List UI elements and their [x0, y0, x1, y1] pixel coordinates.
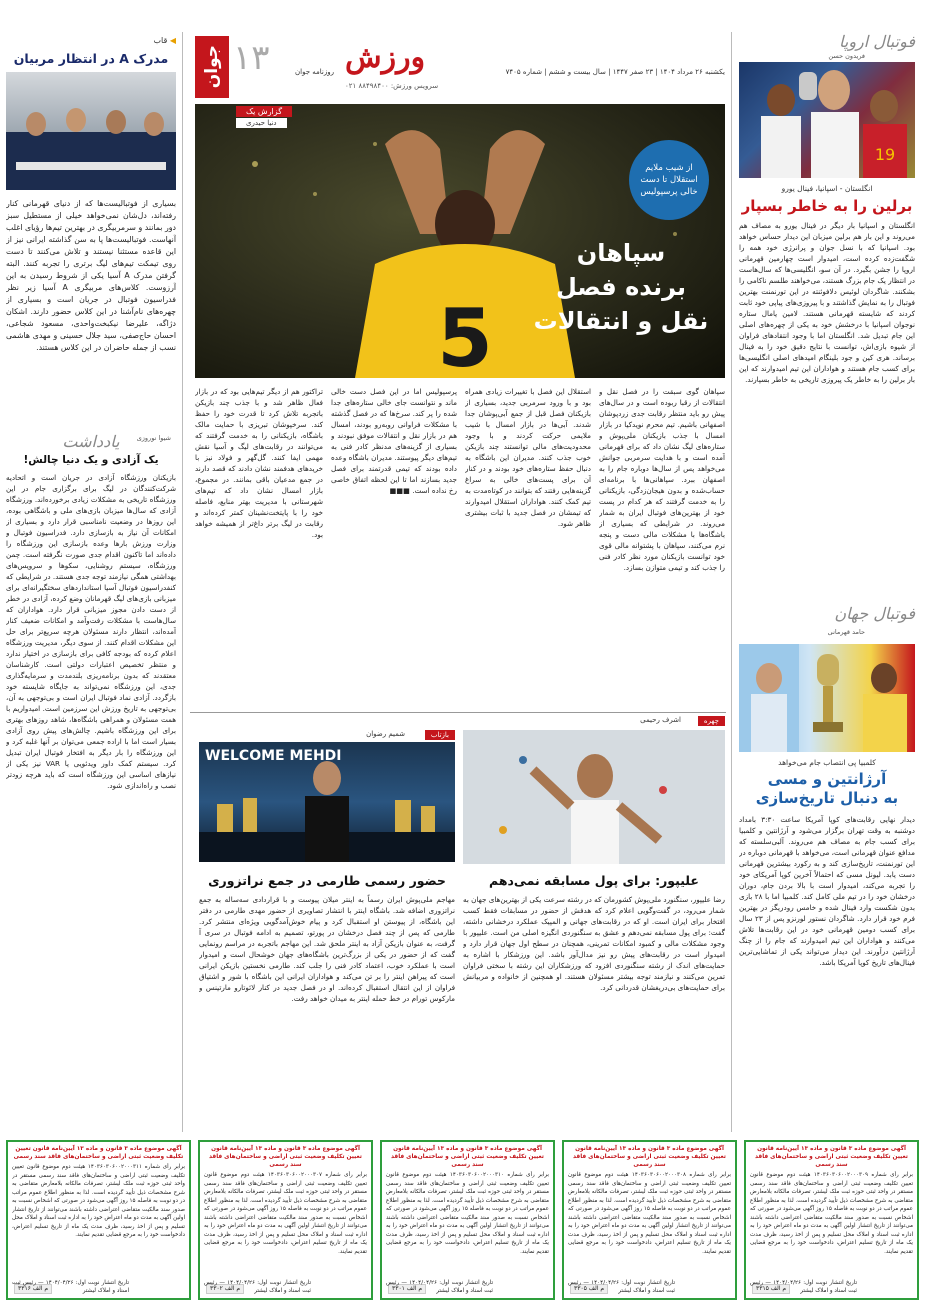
climb-tag: چهره: [698, 716, 725, 726]
ad-3-foot: تاریخ انتشار نوبت اول: ۱۴۰۴/۰۴/۲۶ — رئیس ثبت اسناد و املاک لیشتر: [386, 1280, 493, 1294]
climber-image: [463, 730, 725, 864]
frame-icon: ◀: [169, 36, 176, 45]
frame-label: [154, 36, 177, 45]
world-author: حامد قهرمانی: [827, 628, 865, 636]
frame-headline: مدرک A در انتظار مربیان: [13, 51, 169, 66]
europe-section-title: فوتبال اروپا: [838, 32, 915, 51]
note-body: بازیکنان ورزشگاه آزادی در جریان است و اتحادیه شرکت‌کنندگان در لیگ برای برگزاری جام در این ورزشگاه تاریخی به مشکلات زیادی برخورده‌اند. ورزشگاه آزادی که سال‌ها میزبان بازی‌های ملی و باشگاهی بوده، این روزها در وضعیت نامناسبی قرار دارد و بسیاری از امکانات آن نیاز به بازسازی دارد. فدراسیون فوتبال و وزارت ورزش بارها وعده بازسازی این ورزشگاه را داده‌اند اما تاکنون اقدام جدی صورت نگرفته است. چمن ورزشگاه، سیستم روشنایی، سکوها و سرویس‌های بهداشتی همگی نیازمند توجه جدی هستند. در شرایطی که کنفدراسیون فوتبال آسیا استانداردهای سختگیرانه‌ای برای میزبانی بازی‌های لیگ قهرمانان وضع کرده، آزادی در خطر از دست دادن مجوز میزبانی قرار دارد. هواداران که سال‌هاست با مشکلات رفت‌وآمد و امکانات ضعیف کنار آمده‌اند، انتظار دارند مسئولان هرچه سریع‌تر برای حل این مشکلات اقدام کنند. از سوی دیگر، مدیریت ورزشگاه اعلام کرده که بودجه کافی برای بازسازی در اختیار ندارد و منتظر تخصیص اعتبارات دولتی است. کارشناسان معتقدند که بدون برنامه‌ریزی بلندمدت و سرمایه‌گذاری جدی، این ورزشگاه نمی‌تواند به جایگاه شایسته خود بازگردد. آزادی نماد فوتبال ایران است و بی‌توجهی به آن، بی‌توجهی به تاریخ ورزش این سرزمین است. امیدواریم با همت مسئولان و همراهی باشگاه‌ها، شاهد روزهای بهتری برای این ورزشگاه باشیم. چالش‌های پیش روی آزادی بسیار است اما با اراده جمعی می‌توان بر آنها غلبه کرد و این ورزشگاه را بار دیگر به افتخار فوتبال ایران تبدیل کرد. سیستم کمک داور ویدئویی یا VAR نیز یکی از نیازهای اساسی این ورزشگاه است که باید هرچه زودتر نصب و راه‌اندازی شود.: [6, 473, 176, 790]
masthead-logo: [195, 36, 229, 98]
legal-ad-1: [744, 1140, 919, 1300]
svg-text:5: 5: [437, 292, 493, 378]
taremi-tag: بازتاب: [425, 730, 455, 740]
europe-kicker: انگلستان - اسپانیا، فینال یورو: [781, 184, 873, 193]
europe-players-image: [739, 62, 915, 178]
climb-headline: علیپور: برای پول مسابقه نمی‌دهم: [489, 873, 699, 888]
date-text: یکشنبه ۲۶ مرداد ۱۴۰۴ | ۲۳ صفر ۱۴۴۷ | سال بیست و ششم | شماره ۷۴۰۵: [505, 68, 725, 76]
frame-photo: [6, 72, 176, 190]
legal-ad-2: [562, 1140, 737, 1300]
world-headline-2: به دنبال تاریخ‌سازی: [755, 789, 899, 807]
section-title: ورزش: [345, 40, 426, 75]
service-line: سرویس ورزش: ۸۸۴۹۸۴۰۰ ۰۲۱: [345, 82, 439, 90]
ad-5-num: م الف ۳۳۱۶: [14, 1284, 52, 1295]
date-line: [506, 68, 725, 76]
lead-col-2: استقلال این فصل با تغییرات زیادی همراه بود و با ورود سرمربی جدید، بسیاری از بازیکنان فصل قبل از جمع آبی‌پوشان جدا شدند. آبی‌ها در بازار امسال با شیب ملایمی حرکت کردند و با وجود محدودیت‌های مالی توانستند چند بازیکن خوب جذب کنند. مدیران این باشگاه به دنبال حفظ ستاره‌های خود بودند و در کنار آن برای پست‌های خالی به سراغ گزینه‌هایی رفتند که بتوانند در کوتاه‌مدت به تیم کمک کنند. هواداران استقلال امیدوارند که تیمشان در فصل جدید با ثبات بیشتری ظاهر شود.: [465, 387, 591, 528]
report-label-text: گزارش یک: [246, 107, 283, 116]
world-cup-image: [739, 644, 915, 752]
world-photo: [739, 644, 915, 752]
frame-label-text: قاب: [153, 36, 168, 45]
ad-1-body: برابر رأی شماره ۱۴۰۳۶۰۳۰۶۰۰۲۰۰۰۳۰۹ هیئت دوم موضوع قانون تعیین تکلیف وضعیت ثبتی اراضی و ساختمان‌های فاقد سند رسمی مستقر در واحد ثبتی حوزه ثبت ملک لیشتر، تصرفات مالکانه بلامعارض متقاضی به شرح مشخصات ذیل تأیید گردیده است. لذا به منظور اطلاع عموم مراتب در دو نوبت به فاصله ۱۵ روز آگهی می‌شود در صورتی که اشخاص نسبت به صدور سند مالکیت متقاضی اعتراضی داشته باشند می‌توانند از تاریخ انتشار اولین آگهی به مدت دو ماه اعتراض خود را به اداره ثبت اسناد و املاک محل تسلیم و پس از اخذ رسید، ظرف مدت یک ماه از تاریخ تسلیم اعتراض، دادخواست خود را به مرجع قضایی تقدیم نمایند.: [750, 1172, 913, 1255]
ad-2-head: آگهی موضوع ماده ۳ قانون و ماده ۱۳ آیین‌نامه قانون تعیین تکلیف وضعیت ثبتی اراضی و ساختمان‌های فاقد سند رسمی: [573, 1146, 726, 1168]
ad-2-foot: تاریخ انتشار نوبت اول: ۱۴۰۴/۰۴/۲۶ — رئیس ثبت اسناد و املاک لیشتر: [568, 1280, 675, 1294]
ad-3-body: برابر رأی شماره ۱۴۰۳۶۰۳۰۶۰۰۲۰۰۰۳۱۰ هیئت دوم موضوع قانون تعیین تکلیف وضعیت ثبتی اراضی و ساختمان‌های فاقد سند رسمی مستقر در واحد ثبتی حوزه ثبت ملک لیشتر، تصرفات مالکانه بلامعارض متقاضی به شرح مشخصات ذیل تأیید گردیده است. لذا به منظور اطلاع عموم مراتب در دو نوبت به فاصله ۱۵ روز آگهی می‌شود در صورتی که اشخاص نسبت به صدور سند مالکیت متقاضی اعتراضی داشته باشند می‌توانند از تاریخ انتشار اولین آگهی به مدت دو ماه اعتراض خود را به اداره ثبت اسناد و املاک محل تسلیم و پس از اخذ رسید، ظرف مدت یک ماه از تاریخ تسلیم اعتراض، دادخواست خود را به مرجع قضایی تقدیم نمایند.: [386, 1172, 549, 1255]
note-headline: یک آزادی و یک دنیا چالش!: [23, 454, 159, 466]
note-section-title: یادداشت: [62, 432, 120, 451]
frame-box: [6, 36, 176, 386]
lead-col-4: تراکتور هم از دیگر تیم‌هایی بود که در بازار فعال ظاهر شد و با جذب چند بازیکن باتجربه تلاش کرد تا قدرت خود را حفظ کند. سرخپوشان تبریزی با حمایت مالک باشگاه، بازیکنانی را به خدمت گرفتند که می‌توانند در رقابت‌های لیگ و آسیا نقش مهمی ایفا کنند. گل‌گهر و فولاد نیز با خریدهای هدفمند نشان دادند که قصد دارند در جمع مدعیان باقی بمانند. در مجموع، بازار امسال نشان داد که تیم‌های شهرستانی با مدیریت بهتر منابع، فاصله خود را با پایتخت‌نشینان کمتر کرده‌اند و رقابت در لیگ برتر داغ‌تر از همیشه خواهد بود.: [195, 387, 323, 539]
column-divider: [731, 32, 732, 1132]
lead-headline-3: نقل و انتقالات: [533, 307, 709, 335]
taremi-author: شمیم رضوان: [366, 730, 405, 738]
taremi-body: مهاجم ملی‌پوش ایران رسماً به اینتر میلان پیوست و با قراردادی سه‌ساله به جمع نراتزوری اضافه شد. باشگاه اینتر با انتشار تصاویری از حضور مهدی طارمی در دفتر این باشگاه، از پیوستن او استقبال کرد و پیام خوش‌آمدگویی ویژه‌ای منتشر کرد. طارمی که پس از چند فصل درخشان در پورتو، تصمیم به ادامه فوتبال در سری آ گرفت، به عنوان بازیکن آزاد به اینتر ملحق شد. این مهاجم باتجربه در مراسم رونمایی گفت که از حضور در یکی از بزرگ‌ترین باشگاه‌های جهان خوشحال است و امیدوار است با عملکرد خوب، اعتماد کادر فنی را جلب کند. طارمی نخستین بازیکن ایرانی است که پیراهن اینتر را بر تن می‌کند و هواداران ایرانی این باشگاه با شور و اشتیاق فراوان از این انتقال استقبال کرده‌اند. او در فصل جدید در کنار لائوتارو مارتینس و مارکوس تورام در خط حمله اینتر به میدان خواهد رفت.: [199, 895, 455, 1003]
taremi-wall-text: WELCOME MEHDI: [205, 748, 342, 764]
lead-headline-1: سپاهان: [576, 239, 666, 267]
legal-ad-5: [6, 1140, 191, 1300]
left-column-divider: [182, 32, 183, 1132]
note-author: شیوا نوروزی: [136, 434, 171, 442]
ad-4-foot: تاریخ انتشار نوبت اول: ۱۴۰۴/۰۴/۲۶ — رئیس ثبت اسناد و املاک لیشتر: [204, 1280, 311, 1294]
legal-ad-3: [380, 1140, 555, 1300]
climb-author: اشرف رحیمی: [640, 716, 681, 724]
europe-headline: برلین را به خاطر بسپار: [741, 197, 913, 215]
ad-5-foot: تاریخ انتشار نوبت اول: ۱۴۰۴/۰۴/۲۶ — رئیس ثبت اسناد و املاک لیشتر: [12, 1280, 129, 1294]
europe-body: انگلستان و اسپانیا بار دیگر در فینال یورو به مصاف هم می‌روند و این بار هم برلین میزبان این دیدار حساس خواهد بود. اسپانیا که با نسل جوان و پرانرژی خود همه را شگفت‌زده کرده است، امیدوار است چهارمین قهرمانی اروپا را جشن بگیرد. در آن سو، انگلیسی‌ها که سال‌هاست در انتظار یک جام بزرگ هستند، می‌خواهند طلسم ناکامی را بشکنند. شاگردان لوئیس دلافوئنته در این تورنمنت بهترین فوتبال را به نمایش گذاشتند و با پیروزی‌های پیاپی خود ثابت کردند که شایسته قهرمانی هستند. لامین یامال ستاره نوجوان اسپانیا با درخشش خود به یکی از چهره‌های اصلی این جام تبدیل شد. انگلستان اما با وجود انتقادهای فراوان از شیوه بازی‌اش، توانست با نتایج دقیق خود را به فینال برساند. هری کین و جود بلینگام امیدهای اصلی انگلیسی‌ها برای کسب جام هستند و هواداران این تیم امیدوارند که این بار برلین را به خاطر یک پیروزی تاریخی به خاطر بسپارند.: [739, 221, 915, 384]
taremi-headline: حضور رسمی طارمی در جمع نراتزوری: [208, 873, 446, 888]
lead-badge: [629, 140, 709, 220]
climb-body: رضا علیپور، سنگنورد ملی‌پوش کشورمان که در رشته سرعت یکی از بهترین‌های جهان به شمار می‌رود، در گفت‌وگویی اعلام کرد که هدفش از حضور در مسابقات فقط کسب افتخار برای ایران است. او که در رقابت‌های جهانی و المپیک عملکرد درخشانی داشته، گفت: برای پول مسابقه نمی‌دهم و عشق به سنگنوردی انگیزه اصلی من است. علیپور با وجود مشکلات مالی و کمبود امکانات تمرینی، همچنان در سطح اول جهان قرار دارد و امیدوار است در رقابت‌های پیش رو نیز مدال‌آور باشد. این ورزشکار با اشاره به حمایت‌های اندک از رشته سنگنوردی افزود که ورزشکاران این رشته با سختی فراوان تمرین می‌کنند و نیازمند توجه بیشتر مسئولان هستند. او همچنین از خانواده و مربیانش برای حمایت‌های بی‌دریغشان قدردانی کرد.: [463, 895, 725, 992]
world-body: دیدار نهایی رقابت‌های کوپا آمریکا ساعت ۳:۳۰ بامداد دوشنبه به وقت تهران برگزار می‌شود و آرژانتین و کلمبیا برای کسب جام به مصاف هم می‌روند. آلبی‌سلسته که مدافع عنوان قهرمانی است، می‌خواهد با قهرمانی دوباره در این تورنمنت، تاریخ‌سازی کند و به رکورد بیشترین قهرمانی دست یابد. لیونل مسی که احتمالاً آخرین کوپا آمریکای خود را تجربه می‌کند، امیدوار است با بالا بردن جام، دوران درخشان خود را در تیم ملی کامل کند. کلمبیا اما با ۲۸ بازی بدون شکست وارد فینال شده و خامس رودریگز در بهترین فرم خود قرار دارد. شاگردان نستور لورنزو پس از ۲۳ سال برای کسب دومین قهرمانی خود در این رقابت‌ها تلاش می‌کنند و هواداران این تیم امیدوارند که جام را از چنگ آرژانتین درآورند. این دیدار می‌تواند یکی از تماشایی‌ترین فینال‌های تاریخ کوپا آمریکا باشد.: [739, 815, 915, 967]
masthead: [195, 36, 725, 98]
europe-photo: [739, 62, 915, 178]
taremi-photo: [199, 742, 455, 862]
ad-3-head: آگهی موضوع ماده ۳ قانون و ماده ۱۳ آیین‌نامه قانون تعیین تکلیف وضعیت ثبتی اراضی و ساختمان‌های فاقد سند رسمی: [391, 1146, 544, 1168]
world-headline-1: آرژانتین و مسی: [767, 770, 887, 788]
ad-3-num: م الف ۳۳۰۱: [388, 1284, 426, 1295]
newspaper-name: روزنامه جوان: [295, 68, 334, 76]
world-section-label: [740, 604, 915, 624]
logo-text: جوان: [202, 45, 222, 89]
lead-author: دنیا حیدری: [236, 118, 287, 128]
europe-section-label: [740, 32, 915, 52]
ad-1-num: م الف ۳۳۱۵: [752, 1284, 790, 1295]
page-number: ۱۳: [233, 38, 270, 78]
lead-col-3: پرسپولیس اما در این فصل دست خالی ماند و نتوانست جای خالی ستاره‌های جدا شده را پر کند. سرخ‌ها که در فصل گذشته با مشکلات فراوانی روبه‌رو بودند، امسال هم در بازار نقل و انتقالات موفق نبودند و بسیاری از گزینه‌های مدنظر کادر فنی به تیم‌های دیگر پیوستند. مدیران باشگاه وعده داده بودند که تیمی قدرتمند برای فصل جدید بسازند اما تا این لحظه اتفاق خاصی رخ نداده است. ■■■: [331, 387, 457, 495]
lead-badge-text: از شیب ملایم استقلال تا دست خالی پرسپولیس: [640, 163, 698, 197]
ad-4-body: برابر رأی شماره ۱۴۰۳۶۰۳۰۶۰۰۲۰۰۰۳۰۷ هیئت دوم موضوع قانون تعیین تکلیف وضعیت ثبتی اراضی و ساختمان‌های فاقد سند رسمی مستقر در واحد ثبتی حوزه ثبت ملک لیشتر، تصرفات مالکانه بلامعارض متقاضی به شرح مشخصات ذیل تأیید گردیده است. لذا به منظور اطلاع عموم مراتب در دو نوبت به فاصله ۱۵ روز آگهی می‌شود در صورتی که اشخاص نسبت به صدور سند مالکیت متقاضی اعتراضی داشته باشند می‌توانند از تاریخ انتشار اولین آگهی به مدت دو ماه اعتراض خود را به اداره ثبت اسناد و املاک محل تسلیم و پس از اخذ رسید، ظرف مدت یک ماه از تاریخ تسلیم اعتراض، دادخواست خود را به مرجع قضایی تقدیم نمایند.: [204, 1172, 367, 1255]
frame-body: بسیاری از فوتبالیست‌ها که از دنیای قهرمانی کنار رفته‌اند، دل‌شان نمی‌خواهد خیلی از مستطیل سبز دور بمانند و سرمربیگری در بهترین تیم‌ها رؤیای اغلب آنهاست. فوتبالیست‌ها پا به سن گذاشته ایرانی نیز از این قاعده مستثنا نیستند و تلاش می‌کنند تا دست روی تیمکت تیم‌های لیگ برتری را تجربه کنند. البته گرفتن مدرک A آسیا یکی از شروط رسیدن به این آرزوست. کلاس‌های مربیگری A آسیا زیر نظر فدراسیون فوتبال در جریان است و بسیاری از چهره‌های نام‌آشنا در این کلاس حضور دارند. اشکان دژاگه، علیرضا نیکبخت‌واحدی، مسعود شجاعی، احسان حاج‌صفی، سید جلال حسینی و مهدی هاشمی نسب از جمله حاضران در این کلاس هستند.: [6, 199, 176, 352]
ad-2-num: م الف ۳۳۰۵: [570, 1284, 608, 1295]
ad-1-foot: تاریخ انتشار نوبت اول: ۱۴۰۴/۰۴/۲۶ — رئیس ثبت اسناد و املاک لیشتر: [750, 1280, 857, 1294]
climb-photo: [463, 730, 725, 864]
ad-4-num: م الف ۳۳۰۲: [206, 1284, 244, 1295]
ad-1-head: آگهی موضوع ماده ۳ قانون و ماده ۱۳ آیین‌نامه قانون تعیین تکلیف وضعیت ثبتی اراضی و ساختمان‌های فاقد سند رسمی: [755, 1146, 908, 1168]
ad-4-head: آگهی موضوع ماده ۳ قانون و ماده ۱۳ آیین‌نامه قانون تعیین تکلیف وضعیت ثبتی اراضی و ساختمان‌های فاقد سند رسمی: [209, 1146, 362, 1168]
world-section-title: فوتبال جهان: [834, 604, 915, 623]
svg-text:19: 19: [874, 145, 896, 164]
lead-headline: [531, 236, 711, 338]
legal-ad-4: [198, 1140, 373, 1300]
ad-5-body: برابر رأی شماره ۱۴۰۳۶۰۳۰۶۰۰۲۰۰۰۳۱۱ هیئت دوم موضوع قانون تعیین تکلیف وضعیت ثبتی اراضی و ساختمان‌های فاقد سند رسمی مستقر در واحد ثبتی حوزه ثبت ملک لیشتر، تصرفات مالکانه بلامعارض متقاضی به شرح مشخصات ذیل تأیید گردیده است. لذا به منظور اطلاع عموم مراتب در دو نوبت به فاصله ۱۵ روز آگهی می‌شود در صورتی که اشخاص نسبت به صدور سند مالکیت متقاضی اعتراضی داشته باشند می‌توانند از تاریخ انتشار اولین آگهی به مدت دو ماه اعتراض خود را به اداره ثبت اسناد و املاک محل تسلیم و پس از اخذ رسید، ظرف مدت یک ماه از تاریخ تسلیم اعتراض، دادخواست خود را به مرجع قضایی تقدیم نمایند.: [12, 1164, 185, 1238]
coaches-class-image: [6, 72, 176, 190]
ad-2-body: برابر رأی شماره ۱۴۰۳۶۰۳۰۶۰۰۲۰۰۰۳۰۸ هیئت دوم موضوع قانون تعیین تکلیف وضعیت ثبتی اراضی و ساختمان‌های فاقد سند رسمی مستقر در واحد ثبتی حوزه ثبت ملک لیشتر، تصرفات مالکانه بلامعارض متقاضی به شرح مشخصات ذیل تأیید گردیده است. لذا به منظور اطلاع عموم مراتب در دو نوبت به فاصله ۱۵ روز آگهی می‌شود در صورتی که اشخاص نسبت به صدور سند مالکیت متقاضی اعتراضی داشته باشند می‌توانند از تاریخ انتشار اولین آگهی به مدت دو ماه اعتراض خود را به اداره ثبت اسناد و املاک محل تسلیم و پس از اخذ رسید، ظرف مدت یک ماه از تاریخ تسلیم اعتراض، دادخواست خود را به مرجع قضایی تقدیم نمایند.: [568, 1172, 731, 1255]
ad-5-head: آگهی موضوع ماده ۳ قانون و ماده ۱۳ آیین‌نامه قانون تعیین تکلیف وضعیت ثبتی اراضی و ساختمان‌های فاقد سند رسمی: [13, 1146, 184, 1160]
lead-headline-2: برنده فصل: [555, 273, 687, 301]
europe-author: فریدون حسن: [828, 52, 865, 60]
lead-col-1: سپاهان گوی سبقت را در فصل نقل و انتقالات از رقبا ربوده است و در سال‌های پیش رو باید منتظر رقابت جدی زردپوشان اصفهانی باشیم. تیم محرم نویدکیا در بازار امسال با جذب بازیکنان ملی‌پوش و ستاره‌های لیگ نشان داد که برای قهرمانی آمده است و با هدایت سرمربی جوانش می‌خواهد پس از سال‌ها دوباره جام را به اصفهان ببرد. سپاهانی‌ها با برنامه‌ای حساب‌شده و بدون هیجان‌زدگی، بازیکنانی را به خدمت گرفتند که هر کدام در پست خود از بهترین‌های فوتبال ایران به شمار می‌روند. در شرایطی که بسیاری از باشگاه‌ها با مشکلات مالی دست و پنجه نرم می‌کنند، سپاهان با پشتوانه مالی قوی خود توانست بازیکنان مورد نظر کادر فنی را جذب کند و تیمی متوازن بسازد.: [599, 387, 725, 572]
lead-report-label: [236, 106, 292, 117]
stories-divider: [190, 712, 726, 713]
world-kicker: کلمبیا پی انتصاب جام می‌خواهد: [778, 758, 876, 767]
